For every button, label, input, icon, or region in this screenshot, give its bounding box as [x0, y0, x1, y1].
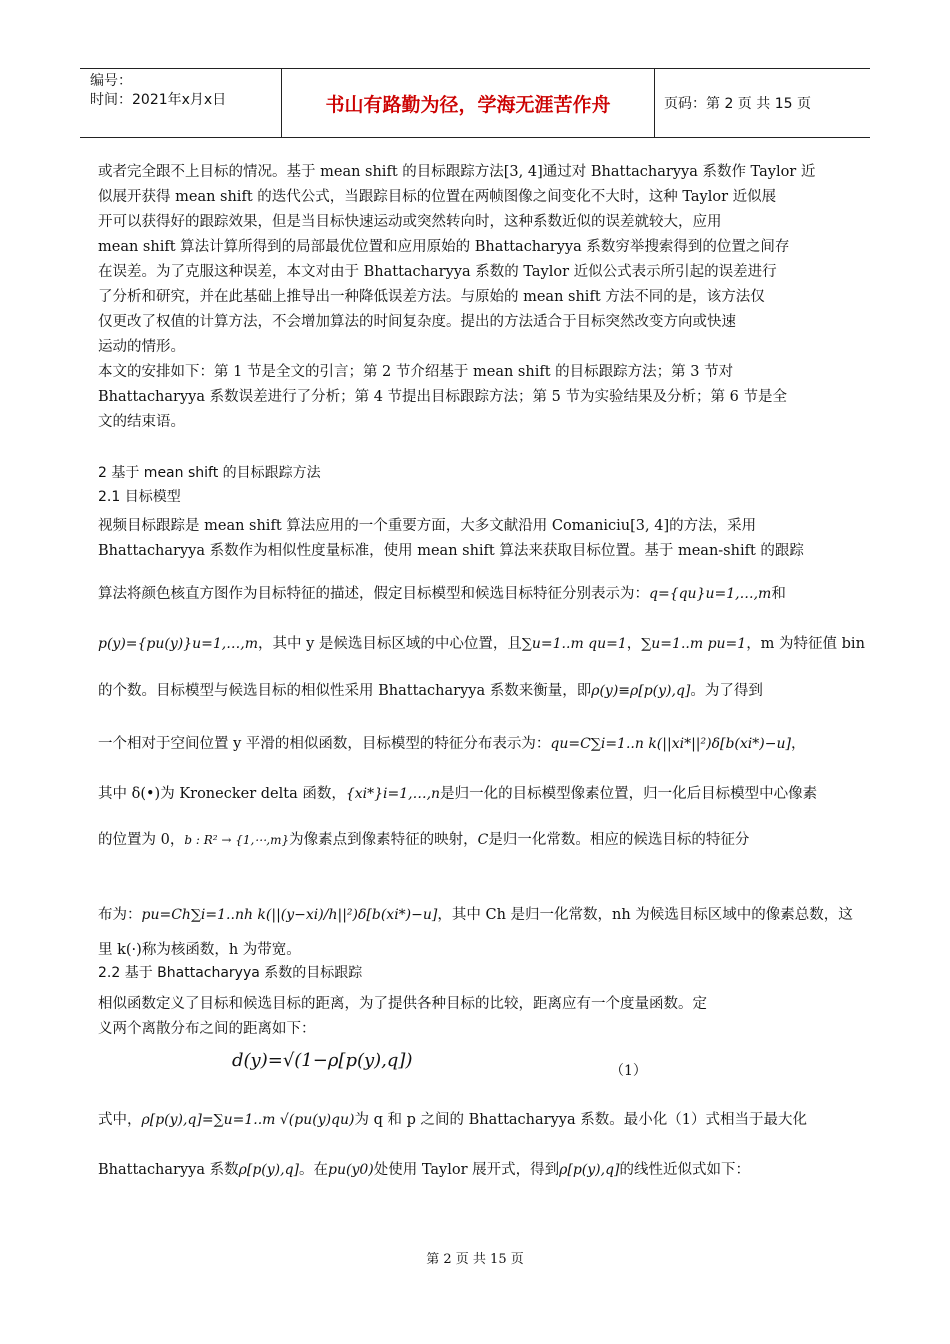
body-text: ， [626, 636, 642, 652]
body-line [98, 632, 865, 653]
body-text: 为 q 和 p 之间的 Bhattacharyya 系数。最小化（1）式相当于最大化 [354, 1112, 807, 1128]
page-footer: 第 2 页 共 15 页 [426, 1252, 524, 1267]
header-motto: 书山有路勤为径，学海无涯苦作舟 [282, 69, 655, 137]
body-line: 视频目标跟踪是 mean shift 算法应用的一个重要方面，大多文献沿用 Comaniciu[3, 4]的方法，采用 [98, 518, 757, 534]
body-text: 式中， [98, 1112, 142, 1128]
p-equation: p(y)={pu(y)}u=1,…,m [98, 636, 258, 652]
rho-definition: ρ(y)≡ρ[p(y),q] [591, 683, 691, 699]
body-text: 一个相对于空间位置 y 平滑的相似函数，目标模型的特征分布表示为： [98, 736, 551, 752]
body-text: 的位置为 0， [98, 832, 185, 848]
body-text: 为像素点到像素特征的映射， [289, 832, 478, 848]
time-label: 时间：2021年x月x日 [90, 92, 227, 108]
body-text: ，其中 y 是候选目标区域的中心位置，且 [257, 636, 522, 652]
body-text: 处使用 Taylor 展开式，得到 [373, 1162, 560, 1178]
body-text: 和 [771, 586, 786, 602]
section-heading: 2 基于 mean shift 的目标跟踪方法 [98, 465, 321, 481]
intro-line: 仅更改了权值的计算方法，不会增加算法的时间复杂度。提出的方法适合于目标突然改变方向或快速 [98, 314, 736, 330]
body-text: 其中 δ(•)为 Kronecker delta 函数， [98, 786, 346, 802]
intro-line: 本文的安排如下：第 1 节是全文的引言；第 2 节介绍基于 mean shift 的目标跟踪方法；第 3 节对 [98, 364, 734, 380]
body-line [98, 679, 858, 700]
body-line [98, 782, 858, 803]
b-mapping-equation: b : R² → {1,⋯,m} [184, 833, 290, 847]
xi-set-equation: {xi*}i=1,…,n [345, 786, 441, 802]
body-text: 是归一化常数。相应的候选目标的特征分 [488, 832, 750, 848]
body-line: 相似函数定义了目标和候选目标的距离，为了提供各种目标的比较，距离应有一个度量函数。定 [98, 996, 707, 1012]
pu-equation: pu=Ch∑i=1..nh k(||(y−xi)/h||²)δ[b(xi*)−u] [141, 907, 438, 923]
header-meta [80, 69, 282, 137]
body-text: ，其中 Ch 是归一化常数，nh 为候选目标区域中的像素总数，这 [437, 907, 853, 923]
rho-equation: ρ[p(y),q]=∑u=1..m √(pu(y)qu) [141, 1112, 355, 1128]
body-line [98, 1108, 858, 1129]
body-text: Bhattacharyya 系数 [98, 1162, 239, 1178]
intro-line: 运动的情形。 [98, 339, 185, 355]
intro-line: Bhattacharyya 系数误差进行了分析；第 4 节提出目标跟踪方法；第 5 节为实验结果及分析；第 6 节是全 [98, 389, 787, 405]
body-line [98, 903, 858, 924]
intro-line: mean shift 算法计算所得到的局部最优位置和应用原始的 Bhattacharyya 系数穷举搜索得到的位置之间存 [98, 239, 790, 255]
intro-line: 或者完全跟不上目标的情况。基于 mean shift 的目标跟踪方法[3, 4]通过对 Bhattacharyya 系数作 Taylor 近 [98, 164, 816, 180]
body-line [98, 582, 858, 603]
sum-p-equation: ∑u=1..m pu=1 [641, 636, 747, 652]
body-text: 。在 [299, 1162, 328, 1178]
intro-line: 在误差。为了克服这种误差，本文对由于 Bhattacharyya 系数的 Taylor 近似公式表示所引起的误差进行 [98, 264, 777, 280]
body-line: Bhattacharyya 系数作为相似性度量标准，使用 mean shift 算法来获取目标位置。基于 mean-shift 的跟踪 [98, 543, 804, 559]
pu-y0-symbol: pu(y0) [328, 1162, 374, 1178]
body-line [98, 828, 858, 849]
intro-line: 文的结束语。 [98, 414, 185, 430]
intro-line: 开可以获得好的跟踪效果，但是当目标快速运动或突然转向时，这种系数近似的误差就较大，应用 [98, 214, 722, 230]
body-text: ，m 为特征值 bin [746, 636, 865, 652]
header-page-label: 页码：第 2 页 共 15 页 [664, 96, 811, 112]
body-text: ， [790, 736, 806, 752]
qu-equation: qu=C∑i=1..n k(||xi*||²)δ[b(xi*)−u] [550, 736, 791, 752]
intro-line: 似展开获得 mean shift 的迭代公式，当跟踪目标的位置在两帧图像之间变化不大时，这种 Taylor 近似展 [98, 189, 777, 205]
body-text: 。为了得到 [690, 683, 763, 699]
code-label: 编号： [90, 73, 132, 89]
subsection-heading: 2.1 目标模型 [98, 489, 181, 505]
rho-symbol: ρ[p(y),q] [559, 1162, 620, 1178]
sum-q-equation: ∑u=1..m qu=1 [521, 636, 627, 652]
body-line [98, 1158, 858, 1179]
body-text: 布为： [98, 907, 142, 923]
body-text: 是归一化的目标模型像素位置，归一化后目标模型中心像素 [440, 786, 818, 802]
header-table [80, 68, 870, 138]
equation-1: d(y)=√(1−ρ[p(y),q]) [232, 1050, 413, 1071]
body-line: 里 k(·)称为核函数，h 为带宽。 [98, 942, 301, 958]
equation-number: （1） [610, 1063, 647, 1079]
intro-line: 了分析和研究，并在此基础上推导出一种降低误差方法。与原始的 mean shift 方法不同的是，该方法仅 [98, 289, 765, 305]
body-line [98, 732, 858, 753]
c-symbol: C [477, 832, 489, 848]
subsection-heading: 2.2 基于 Bhattacharyya 系数的目标跟踪 [98, 965, 363, 981]
rho-symbol: ρ[p(y),q] [238, 1162, 299, 1178]
body-text: 算法将颜色核直方图作为目标特征的描述，假定目标模型和候选目标特征分别表示为： [98, 586, 649, 602]
body-text: 的线性近似式如下： [619, 1162, 750, 1178]
body-line: 义两个离散分布之间的距离如下： [98, 1021, 316, 1037]
q-equation: q={qu}u=1,…,m [649, 586, 772, 602]
body-text: 的个数。目标模型与候选目标的相似性采用 Bhattacharyya 系数来衡量，即 [98, 683, 592, 699]
